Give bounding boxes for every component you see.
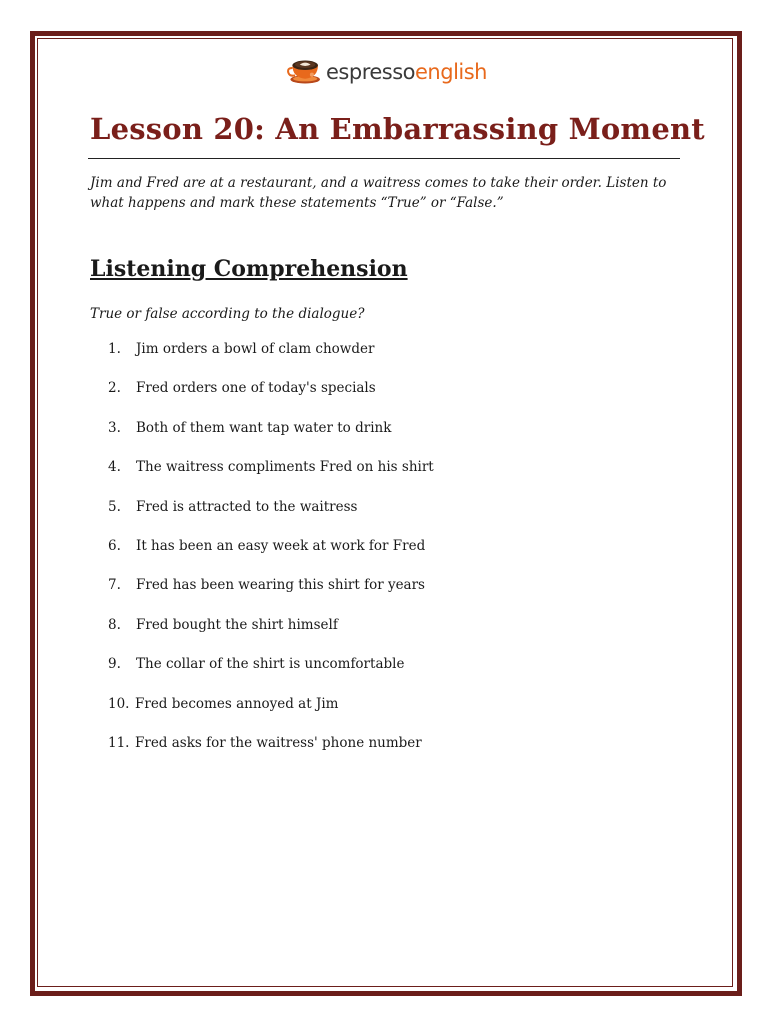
list-item bbox=[108, 538, 434, 577]
logo-word-espresso: espresso bbox=[326, 60, 416, 84]
coffee-cup-icon bbox=[287, 50, 322, 94]
item-number: 3. bbox=[108, 419, 121, 436]
item-number: 6. bbox=[108, 537, 121, 554]
list-item bbox=[108, 696, 434, 735]
lesson-title: Lesson 20: An Embarrassing Moment bbox=[90, 112, 705, 146]
item-number: 2. bbox=[108, 380, 121, 397]
item-number: 5. bbox=[108, 498, 121, 515]
item-number: 7. bbox=[108, 577, 121, 594]
list-item bbox=[108, 577, 434, 616]
list-item bbox=[108, 420, 434, 459]
list-item bbox=[108, 656, 434, 695]
item-text: Fred asks for the waitress' phone number bbox=[135, 734, 422, 751]
list-item bbox=[108, 617, 434, 656]
item-number: 8. bbox=[108, 616, 121, 633]
section-heading: Listening Comprehension bbox=[90, 256, 408, 282]
item-number: 1. bbox=[108, 341, 121, 357]
item-text: Fred has been wearing this shirt for years bbox=[136, 577, 425, 594]
statement-list bbox=[108, 341, 434, 774]
item-number: 9. bbox=[108, 656, 121, 673]
item-text: Fred orders one of today's specials bbox=[136, 380, 376, 397]
title-divider bbox=[88, 158, 680, 159]
logo-word-english: english bbox=[415, 60, 487, 84]
item-number: 11. bbox=[108, 734, 130, 751]
item-number: 4. bbox=[108, 459, 121, 476]
list-item bbox=[108, 380, 434, 419]
list-item bbox=[108, 341, 434, 380]
item-text: Fred bought the shirt himself bbox=[136, 616, 338, 633]
instructions-question: True or false according to the dialogue? bbox=[90, 306, 365, 322]
item-text: It has been an easy week at work for Fred bbox=[136, 537, 426, 554]
item-text: Fred becomes annoyed at Jim bbox=[135, 695, 339, 712]
item-number: 10. bbox=[108, 695, 130, 712]
item-text: Fred is attracted to the waitress bbox=[136, 498, 358, 515]
list-item bbox=[108, 459, 434, 498]
list-item bbox=[108, 499, 434, 538]
item-text: The waitress compliments Fred on his shirt bbox=[136, 459, 434, 476]
espresso-english-logo bbox=[287, 50, 487, 94]
item-text: Jim orders a bowl of clam chowder bbox=[136, 341, 375, 357]
list-item bbox=[108, 735, 434, 774]
lesson-intro: Jim and Fred are at a restaurant, and a waitress comes to take their order. Listen to what happens and mark these statements “True” or “False.” bbox=[90, 175, 667, 211]
item-text: The collar of the shirt is uncomfortable bbox=[136, 656, 405, 673]
item-text: Both of them want tap water to drink bbox=[136, 419, 392, 436]
logo-wordmark bbox=[326, 60, 487, 84]
